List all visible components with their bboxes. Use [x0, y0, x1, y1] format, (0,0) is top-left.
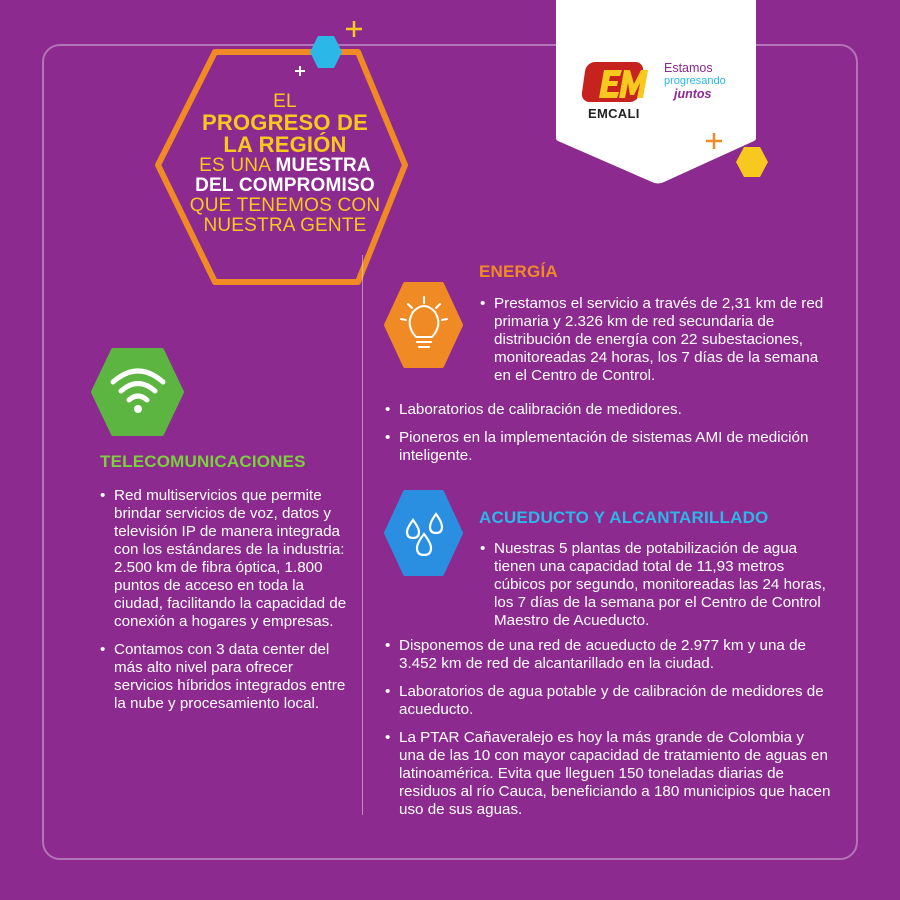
wifi-dot — [134, 405, 142, 413]
headline-line: NUESTRA GENTE — [203, 215, 367, 236]
energia-list-secondary — [385, 401, 825, 475]
list-item: • Laboratorios de agua potable y de calibración de medidores de acueducto. — [385, 683, 833, 719]
acueducto-list-primary — [480, 540, 838, 640]
energia-list-primary — [480, 295, 832, 395]
slogan-line: Estamos — [664, 61, 713, 75]
yellow-hexagon-decoration — [736, 147, 768, 177]
list-item: • Red multiservicios que permite brindar servicios de voz, datos y televisión IP de manera integrada con los estándares de la industria: 2.500 km de fibra óptica, 1.800 puntos de acceso en toda la ciudad, facilitando la capacidad de conexión a hogares y empresas. — [100, 487, 350, 631]
list-item: • Laboratorios de calibración de medidores. — [385, 401, 825, 419]
telecom-hexagon — [93, 350, 182, 434]
headline-text: ES UNA — [199, 155, 276, 176]
logo-name: EMCALI — [588, 106, 640, 121]
list-item: • Prestamos el servicio a través de 2,31 km de red primaria y 2.326 km de red secundaria de distribución de energía con 22 subestaciones, monitoreadas 24 horas, los 7 días de la semana en el Centro de Control. — [480, 295, 832, 385]
list-item: • Disponemos de una red de acueducto de 2.977 km y una de 3.452 km de red de alcantarillado en la ciudad. — [385, 637, 833, 673]
column-divider — [362, 255, 363, 815]
acueducto-title: ACUEDUCTO Y ALCANTARILLADO — [479, 508, 769, 527]
headline-line: EL — [273, 91, 297, 112]
headline-line: DEL COMPROMISO — [195, 175, 375, 196]
headline-line: LA REGIÓN — [223, 132, 347, 157]
headline-line: PROGRESO DE — [201, 110, 368, 135]
logo-slogan — [664, 62, 726, 101]
list-item: • La PTAR Cañaveralejo es hoy la más grande de Colombia y una de las 10 con mayor capacidad de tratamiento de aguas en latinoamérica. Evita que lleguen 150 toneladas diarias de residuos al río Cauca, beneficiando a 180 municipios que hacen uso de sus aguas. — [385, 729, 833, 819]
headline-text: MUESTRA — [275, 155, 371, 176]
energia-title: ENERGÍA — [479, 262, 558, 281]
emcali-logo-icon — [581, 62, 648, 102]
list-item: • Contamos con 3 data center del más alto nivel para ofrecer servicios híbridos integrados entre la nube y procesamiento local. — [100, 641, 350, 713]
slogan-line: juntos — [674, 87, 712, 101]
plus-icon — [346, 21, 362, 37]
list-item: • Pioneros en la implementación de sistemas AMI de medición inteligente. — [385, 429, 825, 465]
headline — [170, 92, 400, 236]
blue-hexagon-decoration — [310, 36, 342, 68]
plus-icon — [295, 66, 305, 76]
acueducto-list-secondary — [385, 637, 833, 829]
headline-line — [170, 156, 400, 176]
slogan-line: progresando — [664, 75, 726, 87]
telecom-list — [100, 487, 350, 723]
headline-line: QUE TENEMOS CON — [189, 195, 381, 216]
list-item: • Nuestras 5 plantas de potabilización de agua tienen una capacidad total de 11,93 metros cúbicos por segundo, monitoreadas las 24 horas, los 7 días de la semana por el Centro de Control Maestro de Acueducto. — [480, 540, 838, 630]
telecom-title: TELECOMUNICACIONES — [100, 452, 306, 471]
